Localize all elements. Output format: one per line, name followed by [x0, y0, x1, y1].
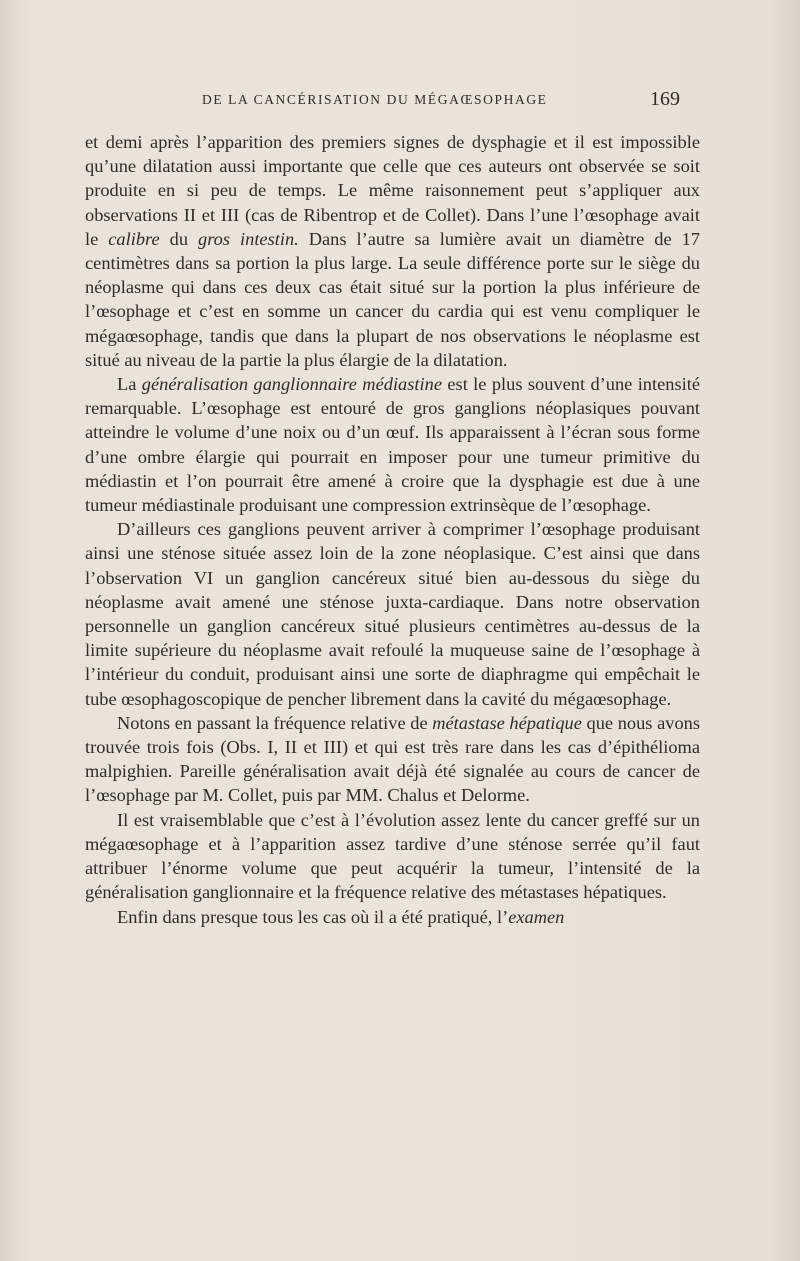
text-run: La: [117, 374, 142, 395]
running-title: DE LA CANCÉRISATION DU MÉGAŒSOPHAGE: [202, 92, 548, 107]
text-run: Enfin dans presque tous les cas où il a été pratiqué, l’: [117, 906, 509, 927]
italic-run: généralisation ganglionnaire médiastine: [141, 374, 442, 395]
page-header: [202, 88, 702, 114]
paragraph-3: [85, 517, 700, 711]
body-text: [85, 130, 700, 929]
text-run: D’ailleurs ces ganglions peuvent arriver à comprimer l’œsophage produisant ainsi une sténose située assez loin de la zone néoplasique. C’est ainsi que dans l’observation VI un ganglion cancéreux situé bien au-dessous du siège du néoplasme avait amené une sténose juxta-cardiaque. Dans notre observation personnelle un ganglion cancéreux situé plusieurs centimètres au-dessus de la limite supérieure du néoplasme avait refoulé la muqueuse saine de l’œsophage à l’intérieur du conduit, produisant ainsi une sorte de diaphragme qui empêchait le tube œsophagoscopique de pencher librement dans la cavité du mégaœsophage.: [85, 519, 700, 709]
paragraph-4: [85, 711, 700, 808]
text-run: Notons en passant la fréquence relative de: [117, 712, 433, 733]
page-number: 169: [650, 88, 680, 110]
text-run: du: [159, 228, 199, 249]
italic-run: métastase hépatique: [432, 712, 582, 733]
text-run: Il est vraisemblable que c’est à l’évolution assez lente du cancer greffé sur un mégaœsophage et à l’apparition assez tardive d’une sténose serrée qu’il faut attribuer l’énorme volume que peut acquérir la tumeur, l’intensité de la généralisation ganglionnaire et la fréquence relative des métastases hépatiques.: [85, 809, 700, 903]
text-run: et demi après l’apparition des premiers signes de dysphagie et il est impossible qu’une dilatation aussi importante que celle que ces auteurs ont observée se soit produite en si peu de temps. Le même raisonnement peut s’appliquer aux observations II et III (cas de Ribentrop et de Collet). Dans l’une l’œsophage avait le: [85, 132, 700, 249]
italic-run: examen: [508, 906, 565, 927]
paragraph-2: [85, 372, 700, 517]
paragraph-1: [85, 130, 700, 372]
paragraph-5: [85, 808, 700, 905]
text-run: est le plus souvent d’une intensité remarquable. L’œsophage est entouré de gros ganglions néoplasiques pouvant atteindre le volume d’une noix ou d’un œuf. Ils apparaissent à l’écran sous forme d’une ombre élargie qui pourrait en imposer pour une tumeur primitive du médiastin et l’on pourrait être amené à croire que la dysphagie est due à une tumeur médiastinale produisant une compression extrinsèque de l’œsophage.: [85, 374, 701, 516]
text-run: que nous avons trouvée trois fois (Obs. I, II et III) et qui est très rare dans les cas d’épithélioma malpighien. Pareille généralisation avait déjà été signalée au cours de cancer de l’œsophage par M. Collet, puis par MM. Chalus et Delorme.: [85, 712, 700, 806]
italic-run: gros intestin.: [198, 228, 299, 249]
italic-run: calibre: [108, 228, 160, 249]
text-run: Dans l’autre sa lumière avait un diamètre de 17 centimètres dans sa portion la plus large. La seule différence porte sur le siège du néoplasme qui dans ces deux cas était situé sur la portion la plus inférieure de l’œsophage et c’est en somme un cancer du cardia qui est venu compliquer le mégaœsophage, tandis que dans la plupart de nos observations le néoplasme est situé au niveau de la partie la plus élargie de la dilatation.: [85, 228, 700, 370]
paragraph-6: [85, 905, 700, 929]
